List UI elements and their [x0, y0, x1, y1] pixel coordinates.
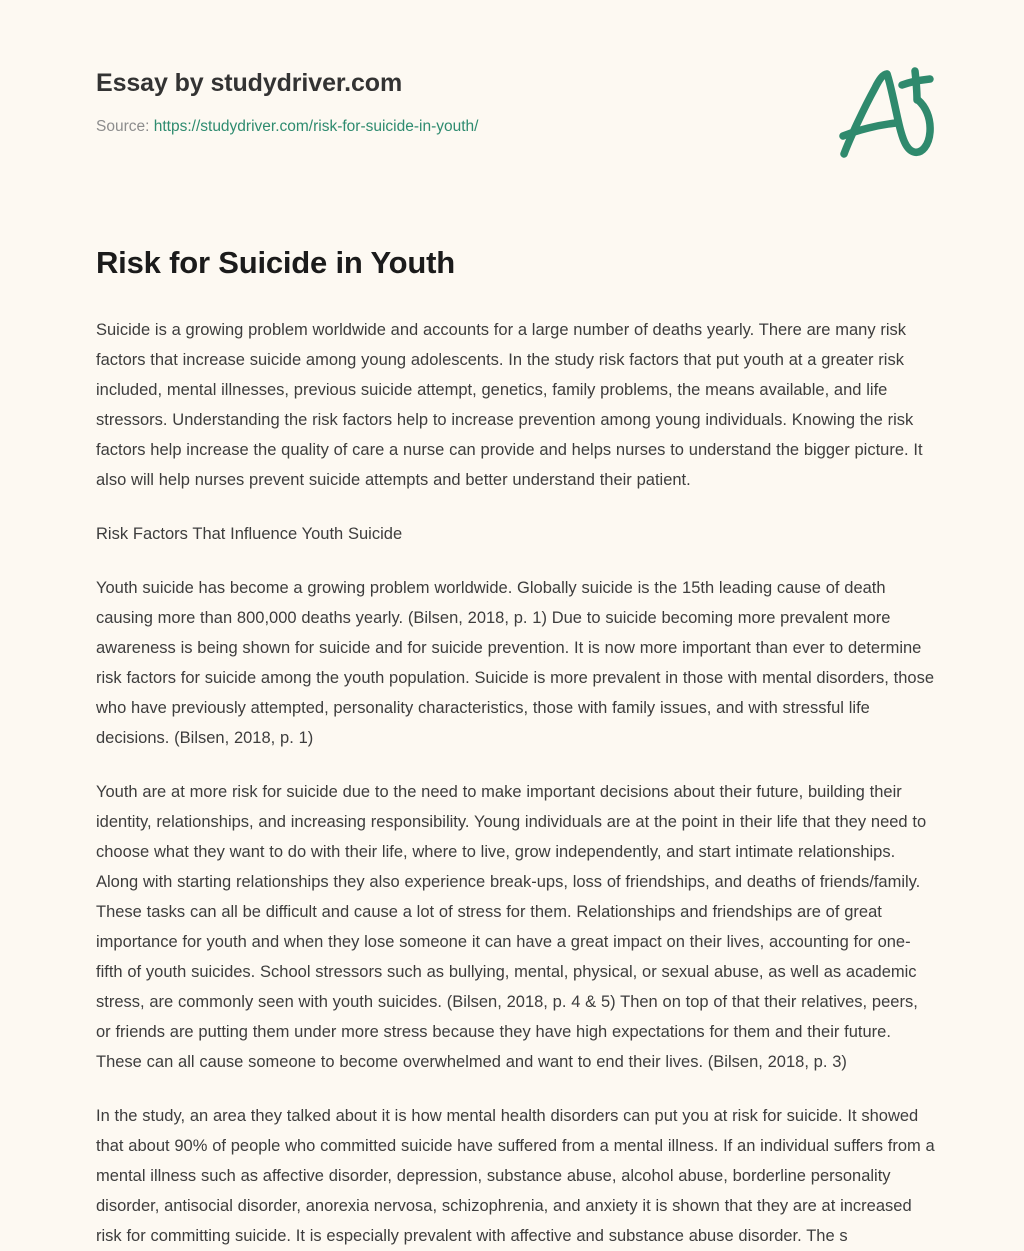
paragraph: Suicide is a growing problem worldwide and accounts for a large number of deaths yearly. There are many risk factors that increase suicide among young adolescents. In the study risk factors that put youth at a greater risk included, mental illnesses, previous suicide attempt, genetics, family problems, the means available, and life stressors. Understanding the risk factors help to increase prevention among young individuals. Knowing the risk factors help increase the quality of care a nurse can provide and helps nurses to understand the bigger picture. It also will help nurses prevent suicide attempts and better understand their patient.	[96, 320, 923, 489]
a-plus-logo-icon	[830, 64, 940, 164]
site-byline: Essay by studydriver.com	[96, 69, 403, 97]
source-line	[96, 118, 478, 137]
page-header	[0, 0, 1024, 200]
paragraph: Youth are at more risk for suicide due to the need to make important decisions about their future, building their identity, relationships, and increasing responsibility. Young individuals are at the point in their life that they need to choose what they want to do with their life, where to live, grow independently, and start intimate relationships. Along with starting relationships they also experience break-ups, loss of friendships, and deaths of friends/family. These tasks can all be difficult and cause a lot of stress for them. Relationships and friendships are of great importance for youth and when they lose someone it can have a great impact on their lives, accounting for one-fifth of youth suicides. School stressors such as bullying, mental, physical, or sexual abuse, as well as academic stress, are commonly seen with youth suicides. (Bilsen, 2018, p. 4 & 5) Then on top of that their relatives, peers, or friends are putting them under more stress because they have high expectations for them and their future. These can all cause someone to become overwhelmed and want to end their lives. (Bilsen, 2018, p. 3)	[96, 782, 927, 1072]
article-container	[96, 200, 936, 1251]
paragraph: Youth suicide has become a growing problem worldwide. Globally suicide is the 15th leading cause of death causing more than 800,000 deaths yearly. (Bilsen, 2018, p. 1) Due to suicide becoming more prevalent more awareness is being shown for suicide and for suicide prevention. It is now more important than ever to determine risk factors for suicide among the youth population. Suicide is more prevalent in those with mental disorders, those who have previously attempted, personality characteristics, those with family issues, and with stressful life decisions. (Bilsen, 2018, p. 1)	[96, 578, 934, 747]
page-title: Risk for Suicide in Youth	[96, 245, 456, 280]
source-label: Source:	[96, 118, 150, 135]
source-url-link[interactable]: https://studydriver.com/risk-for-suicide-in-youth/	[153, 118, 479, 135]
section-heading-text: Risk Factors That Influence Youth Suicide	[96, 524, 403, 543]
paragraph: In the study, an area they talked about it is how mental health disorders can put you at risk for suicide. It showed that about 90% of people who committed suicide have suffered from a mental illness. If an individual suffers from a mental illness such as affective disorder, depression, substance abuse, alcohol abuse, borderline personality disorder, antisocial disorder, anorexia nervosa, schizophrenia, and anxiety it is shown that they are at increased risk for committing suicide. It is especially prevalent with affective and substance abuse disorder. The s	[96, 1107, 935, 1246]
article-body	[96, 315, 936, 1251]
header-text-block	[96, 68, 478, 137]
